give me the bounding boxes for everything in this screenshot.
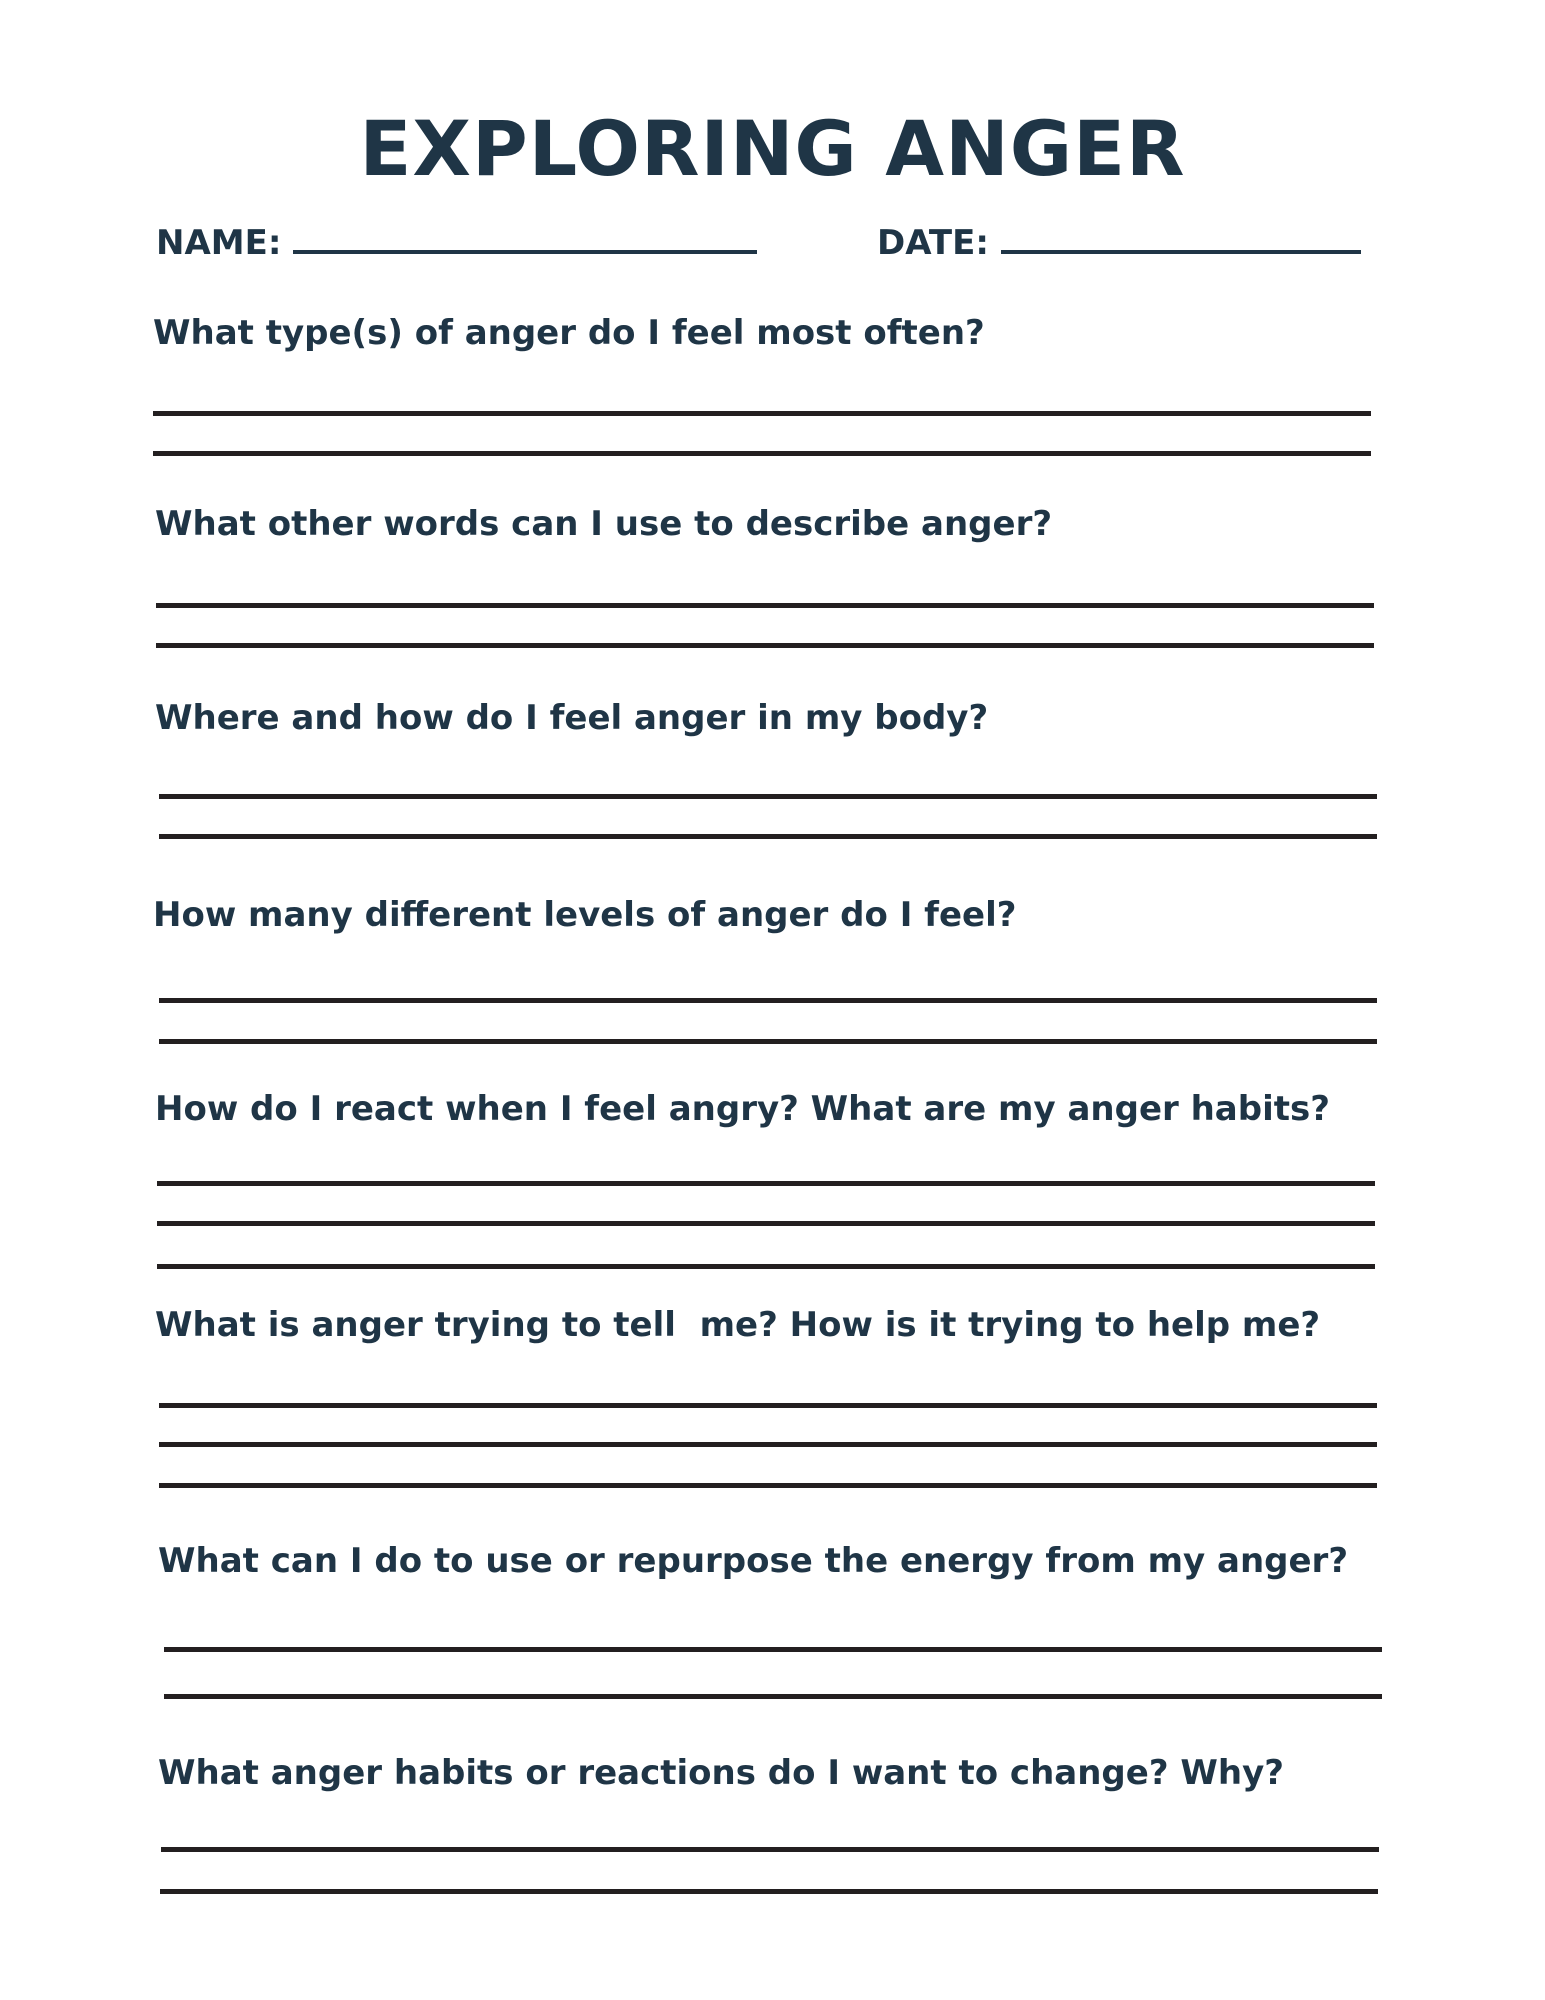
answer-line[interactable]: [156, 603, 1374, 608]
question-1: What type(s) of anger do I feel most often?: [153, 313, 985, 353]
answer-line[interactable]: [159, 998, 1377, 1003]
question-7: What can I do to use or repurpose the energy from my anger?: [158, 1541, 1349, 1581]
date-label: DATE:: [877, 223, 989, 263]
question-3: Where and how do I feel anger in my body?: [155, 698, 989, 738]
answer-line[interactable]: [159, 1403, 1377, 1408]
worksheet-title: EXPLORING ANGER: [359, 104, 1186, 193]
answer-line[interactable]: [157, 1221, 1375, 1226]
answer-line[interactable]: [153, 411, 1371, 416]
answer-line[interactable]: [157, 1264, 1375, 1269]
answer-line[interactable]: [159, 1442, 1377, 1447]
answer-line[interactable]: [161, 1847, 1379, 1852]
answer-line[interactable]: [157, 1181, 1375, 1186]
question-6: What is anger trying to tell me? How is it trying to help me?: [155, 1305, 1321, 1345]
answer-line[interactable]: [159, 794, 1377, 799]
question-8: What anger habits or reactions do I want to change? Why?: [158, 1753, 1284, 1793]
answer-line[interactable]: [159, 1483, 1377, 1488]
answer-line[interactable]: [159, 1039, 1377, 1044]
answer-line[interactable]: [164, 1694, 1382, 1699]
date-field[interactable]: [877, 222, 1361, 264]
name-field[interactable]: [156, 222, 757, 264]
answer-line[interactable]: [159, 834, 1377, 839]
answer-line[interactable]: [160, 1889, 1378, 1894]
question-4: How many different levels of anger do I feel?: [153, 895, 1017, 935]
answer-line[interactable]: [156, 643, 1374, 648]
date-blank[interactable]: [1001, 250, 1361, 254]
name-label: NAME:: [156, 223, 282, 263]
question-2: What other words can I use to describe anger?: [155, 504, 1053, 544]
name-blank[interactable]: [293, 250, 757, 254]
answer-line[interactable]: [164, 1647, 1382, 1652]
answer-line[interactable]: [153, 451, 1371, 456]
question-5: How do I react when I feel angry? What are my anger habits?: [155, 1089, 1330, 1129]
